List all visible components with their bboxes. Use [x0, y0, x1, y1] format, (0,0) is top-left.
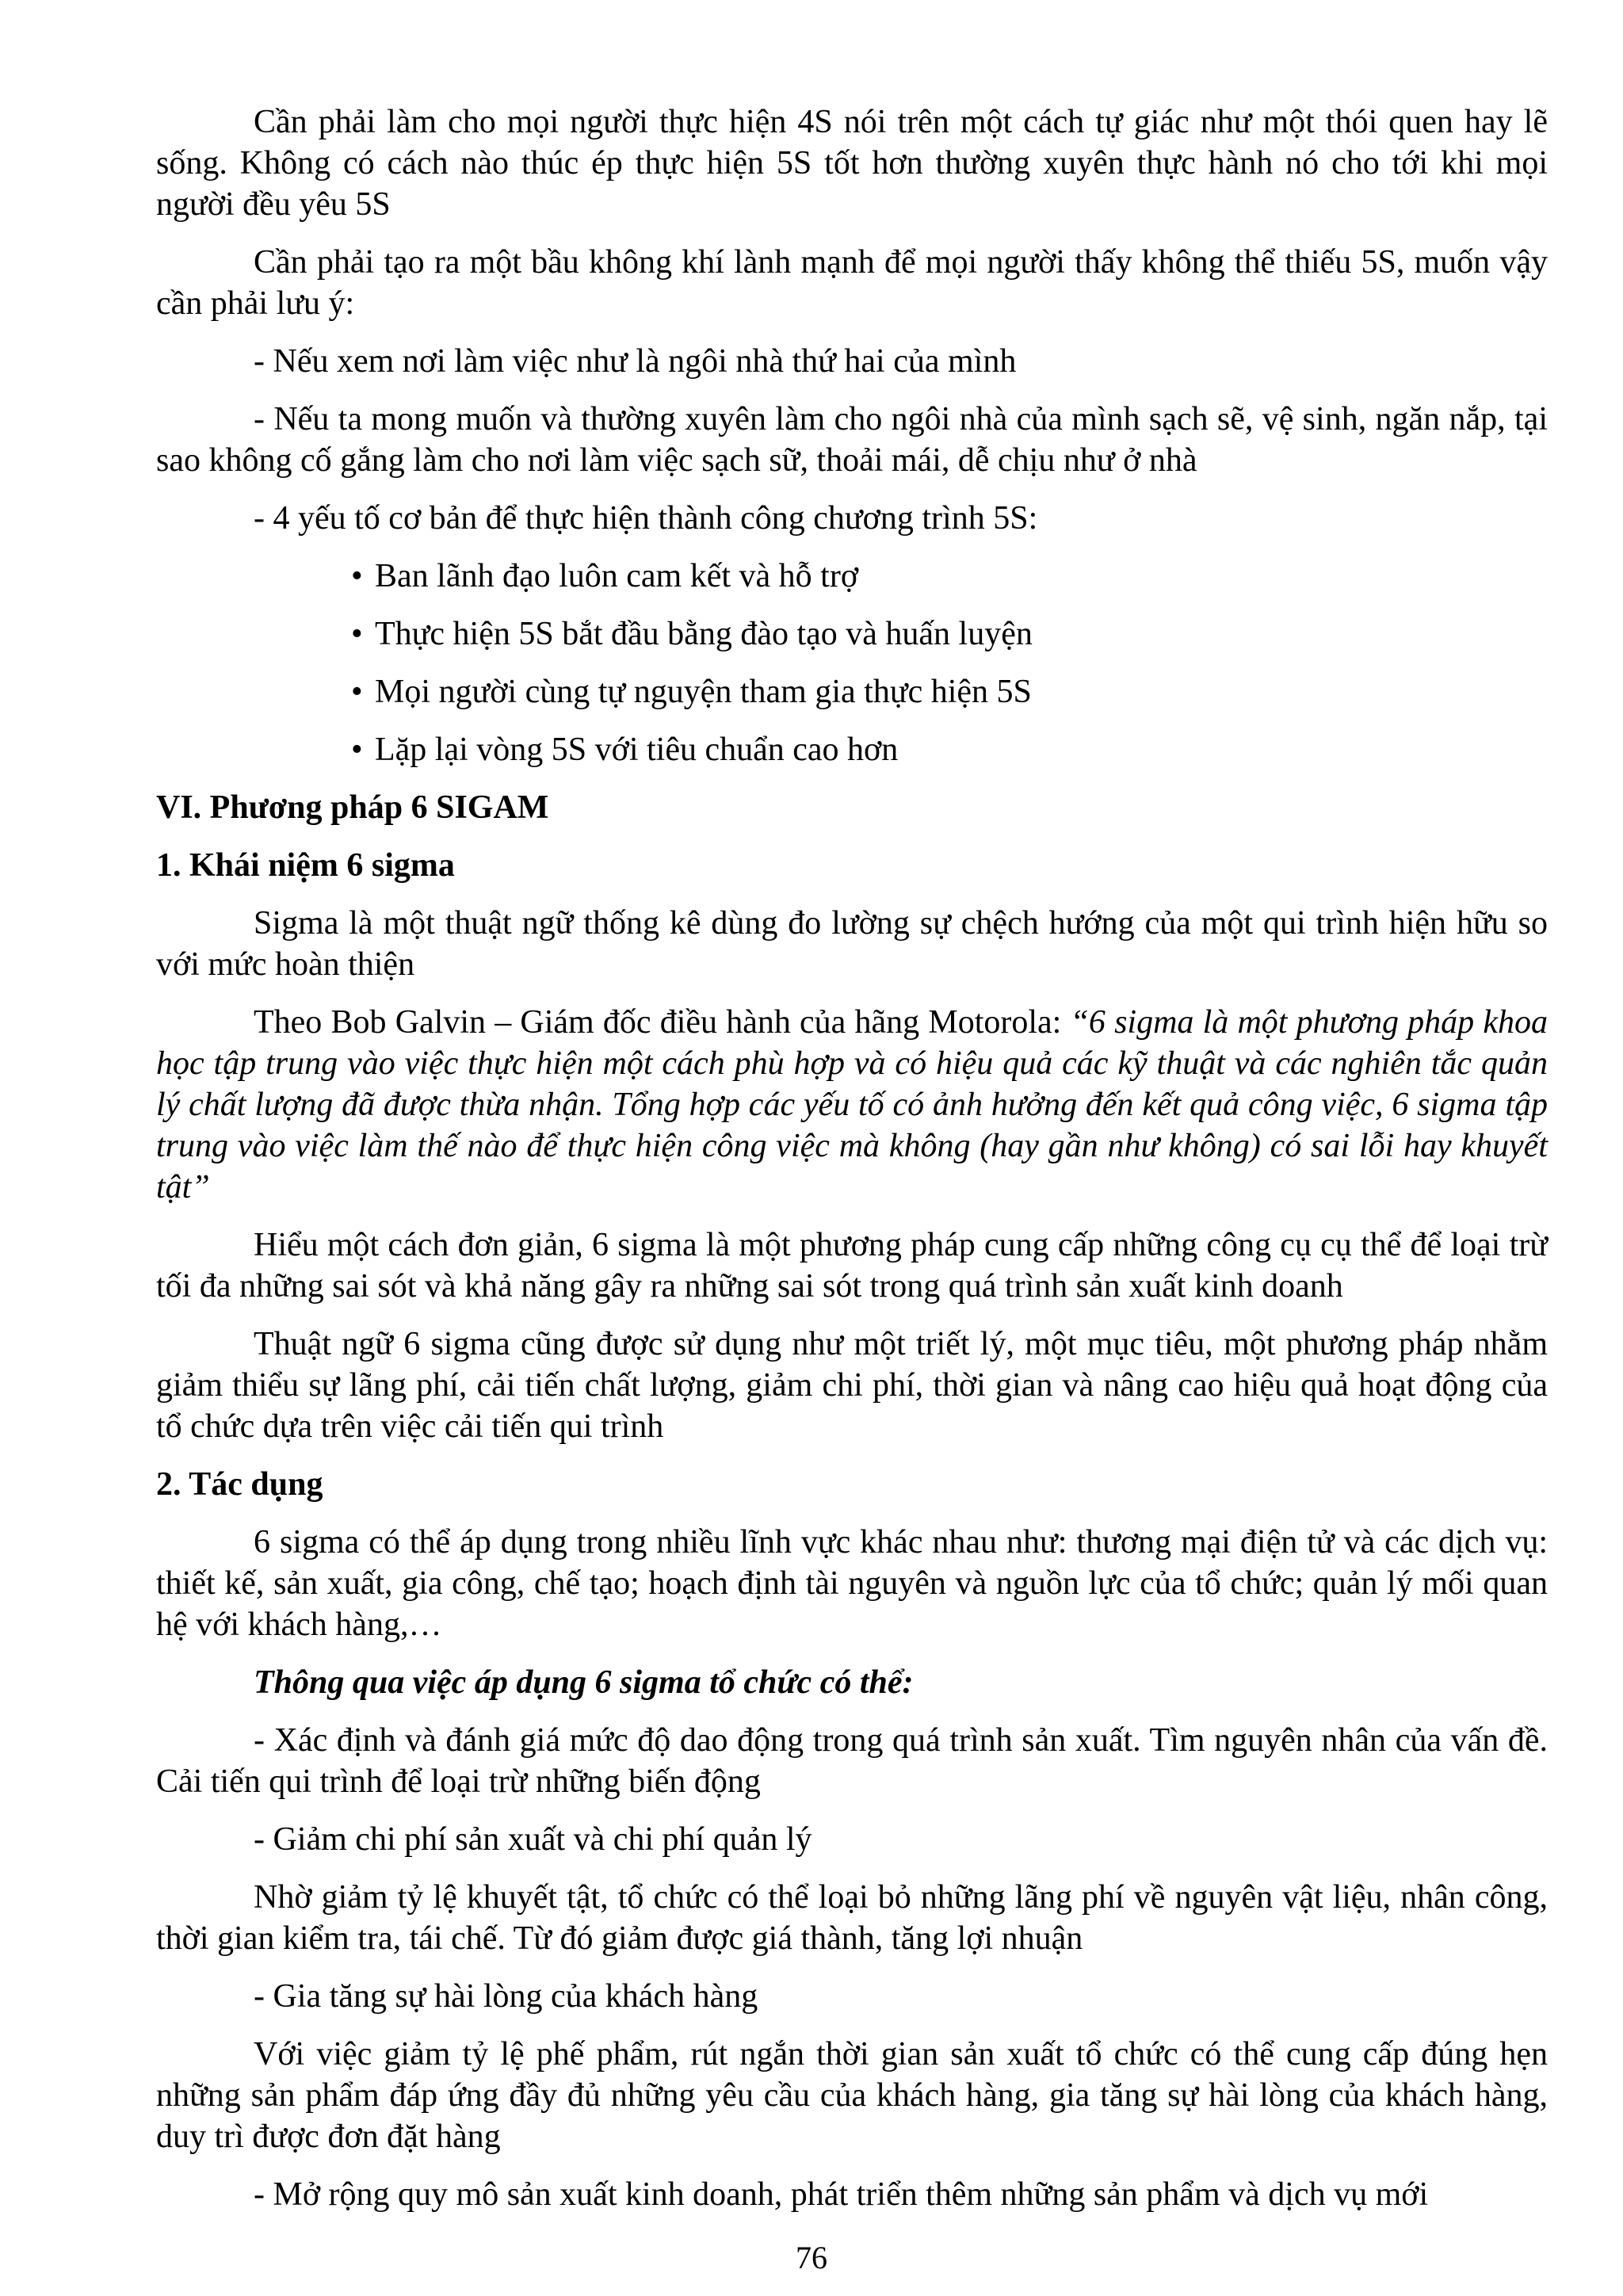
paragraph-habit: Cần phải làm cho mọi người thực hiện 4S nói trên một cách tự giác như một thói quen hay lẽ sống. Không có cách nào thúc ép thực hiện 5S tốt hơn thường xuyên thực hành nó cho tới khi mọi người đều yêu 5S [156, 104, 1548, 223]
paragraph-sigma-definition: Sigma là một thuật ngữ thống kê dùng đo lường sự chệch hướng của một qui trình hiện hữu so với mức hoàn thiện [156, 905, 1548, 983]
dash-item-satisfaction: - Gia tăng sự hài lòng của khách hàng [254, 1978, 758, 2015]
paragraph-simple-explanation: Hiểu một cách đơn giản, 6 sigma là một phương pháp cung cấp những công cụ cụ thể để loại trừ tối đa những sai sót và khả năng gây ra những sai sót trong quá trình sản xuất kinh doanh [156, 1227, 1548, 1305]
bullet-item [156, 556, 1548, 597]
bullet-text: Thực hiện 5S bắt đầu bằng đào tạo và huấn luyện [375, 616, 1033, 652]
paragraph-term: Thuật ngữ 6 sigma cũng được sử dụng như một triết lý, một mục tiêu, một phương pháp nhằm giảm thiểu sự lãng phí, cải tiến chất lượng, giảm chi phí, thời gian và nâng cao hiệu quả hoạt động của tổ chức dựa trên việc cải tiến qui trình [156, 1326, 1548, 1445]
dash-item-clean-home: - Nếu ta mong muốn và thường xuyên làm cho ngôi nhà của mình sạch sẽ, vệ sinh, ngăn nắp, tại sao không cố gắng làm cho nơi làm việc sạch sữ, thoải mái, dễ chịu như ở nhà [156, 401, 1548, 479]
bullet-item [156, 729, 1548, 770]
subheading-concept: 1. Khái niệm 6 sigma [156, 847, 455, 884]
dash-item-workplace: - Nếu xem nơi làm việc như là ngôi nhà thứ hai của mình [254, 343, 1017, 380]
dash-item-variation: - Xác định và đánh giá mức độ dao động trong quá trình sản xuất. Tìm nguyên nhân của vấn đề. Cải tiến qui trình để loại trừ những biến động [156, 1722, 1548, 1800]
paragraph-galvin-quote [156, 1002, 1548, 1208]
quote-text: “6 sigma là một phương pháp khoa học tập trung vào việc thực hiện một cách phù hợp và có hiệu quả các kỹ thuật và các nghiên tắc quản lý chất lượng đã được thừa nhận. Tổng hợp các yếu tố có ảnh hưởng đến kết quả công việc, 6 sigma tập trung vào việc làm thế nào để thực hiện công việc mà không (hay gần như không) có sai lỗi hay khuyết tật” [156, 1004, 1548, 1205]
paragraph-reduce-scrap: Với việc giảm tỷ lệ phế phẩm, rút ngắn thời gian sản xuất tổ chức có thể cung cấp đúng hẹn những sản phẩm đáp ứng đầy đủ những yêu cầu của khách hàng, gia tăng sự hài lòng của khách hàng, duy trì được đơn đặt hàng [156, 2036, 1548, 2155]
bullet-text: Lặp lại vòng 5S với tiêu chuẩn cao hơn [375, 732, 899, 768]
quote-intro: Theo Bob Galvin – Giám đốc điều hành của hãng Motorola: [254, 1004, 1071, 1041]
page-number: 76 [796, 2240, 827, 2275]
subheading-effects: 2. Tác dụng [156, 1466, 323, 1503]
paragraph-via-application: Thông qua việc áp dụng 6 sigma tổ chức có thể: [254, 1664, 914, 1701]
bullet-icon: • [351, 674, 363, 710]
bullet-icon: • [351, 616, 363, 652]
bullet-icon: • [351, 558, 363, 594]
paragraph-application-fields: 6 sigma có thể áp dụng trong nhiều lĩnh vực khác nhau như: thương mại điện tử và các dịch vụ: thiết kế, sản xuất, gia công, chế tạo; hoạch định tài nguyên và nguồn lực của tổ chức; quản lý mối quan hệ với khách hàng,… [156, 1524, 1548, 1643]
dash-item-four-factors: - 4 yếu tố cơ bản để thực hiện thành công chương trình 5S: [254, 500, 1038, 537]
bullet-text: Ban lãnh đạo luôn cam kết và hỗ trợ [375, 558, 859, 594]
dash-item-reduce-cost: - Giảm chi phí sản xuất và chi phí quản lý [254, 1821, 812, 1858]
bullet-item [156, 613, 1548, 655]
bullet-text: Mọi người cùng tự nguyện tham gia thực hiện 5S [375, 674, 1032, 710]
bullet-icon: • [351, 732, 363, 768]
dash-item-expand: - Mở rộng quy mô sản xuất kinh doanh, phát triển thêm những sản phẩm và dịch vụ mới [254, 2176, 1429, 2213]
paragraph-reduce-defects: Nhờ giảm tỷ lệ khuyết tật, tổ chức có thể loại bỏ những lãng phí về nguyên vật liệu, nhân công, thời gian kiểm tra, tái chế. Từ đó giảm được giá thành, tăng lợi nhuận [156, 1879, 1548, 1957]
paragraph-atmosphere: Cần phải tạo ra một bầu không khí lành mạnh để mọi người thấy không thể thiếu 5S, muốn vậy cần phải lưu ý: [156, 244, 1548, 322]
document-page [156, 101, 1548, 2215]
bullet-item [156, 671, 1548, 712]
section-heading-6-sigma: VI. Phương pháp 6 SIGAM [156, 789, 549, 826]
